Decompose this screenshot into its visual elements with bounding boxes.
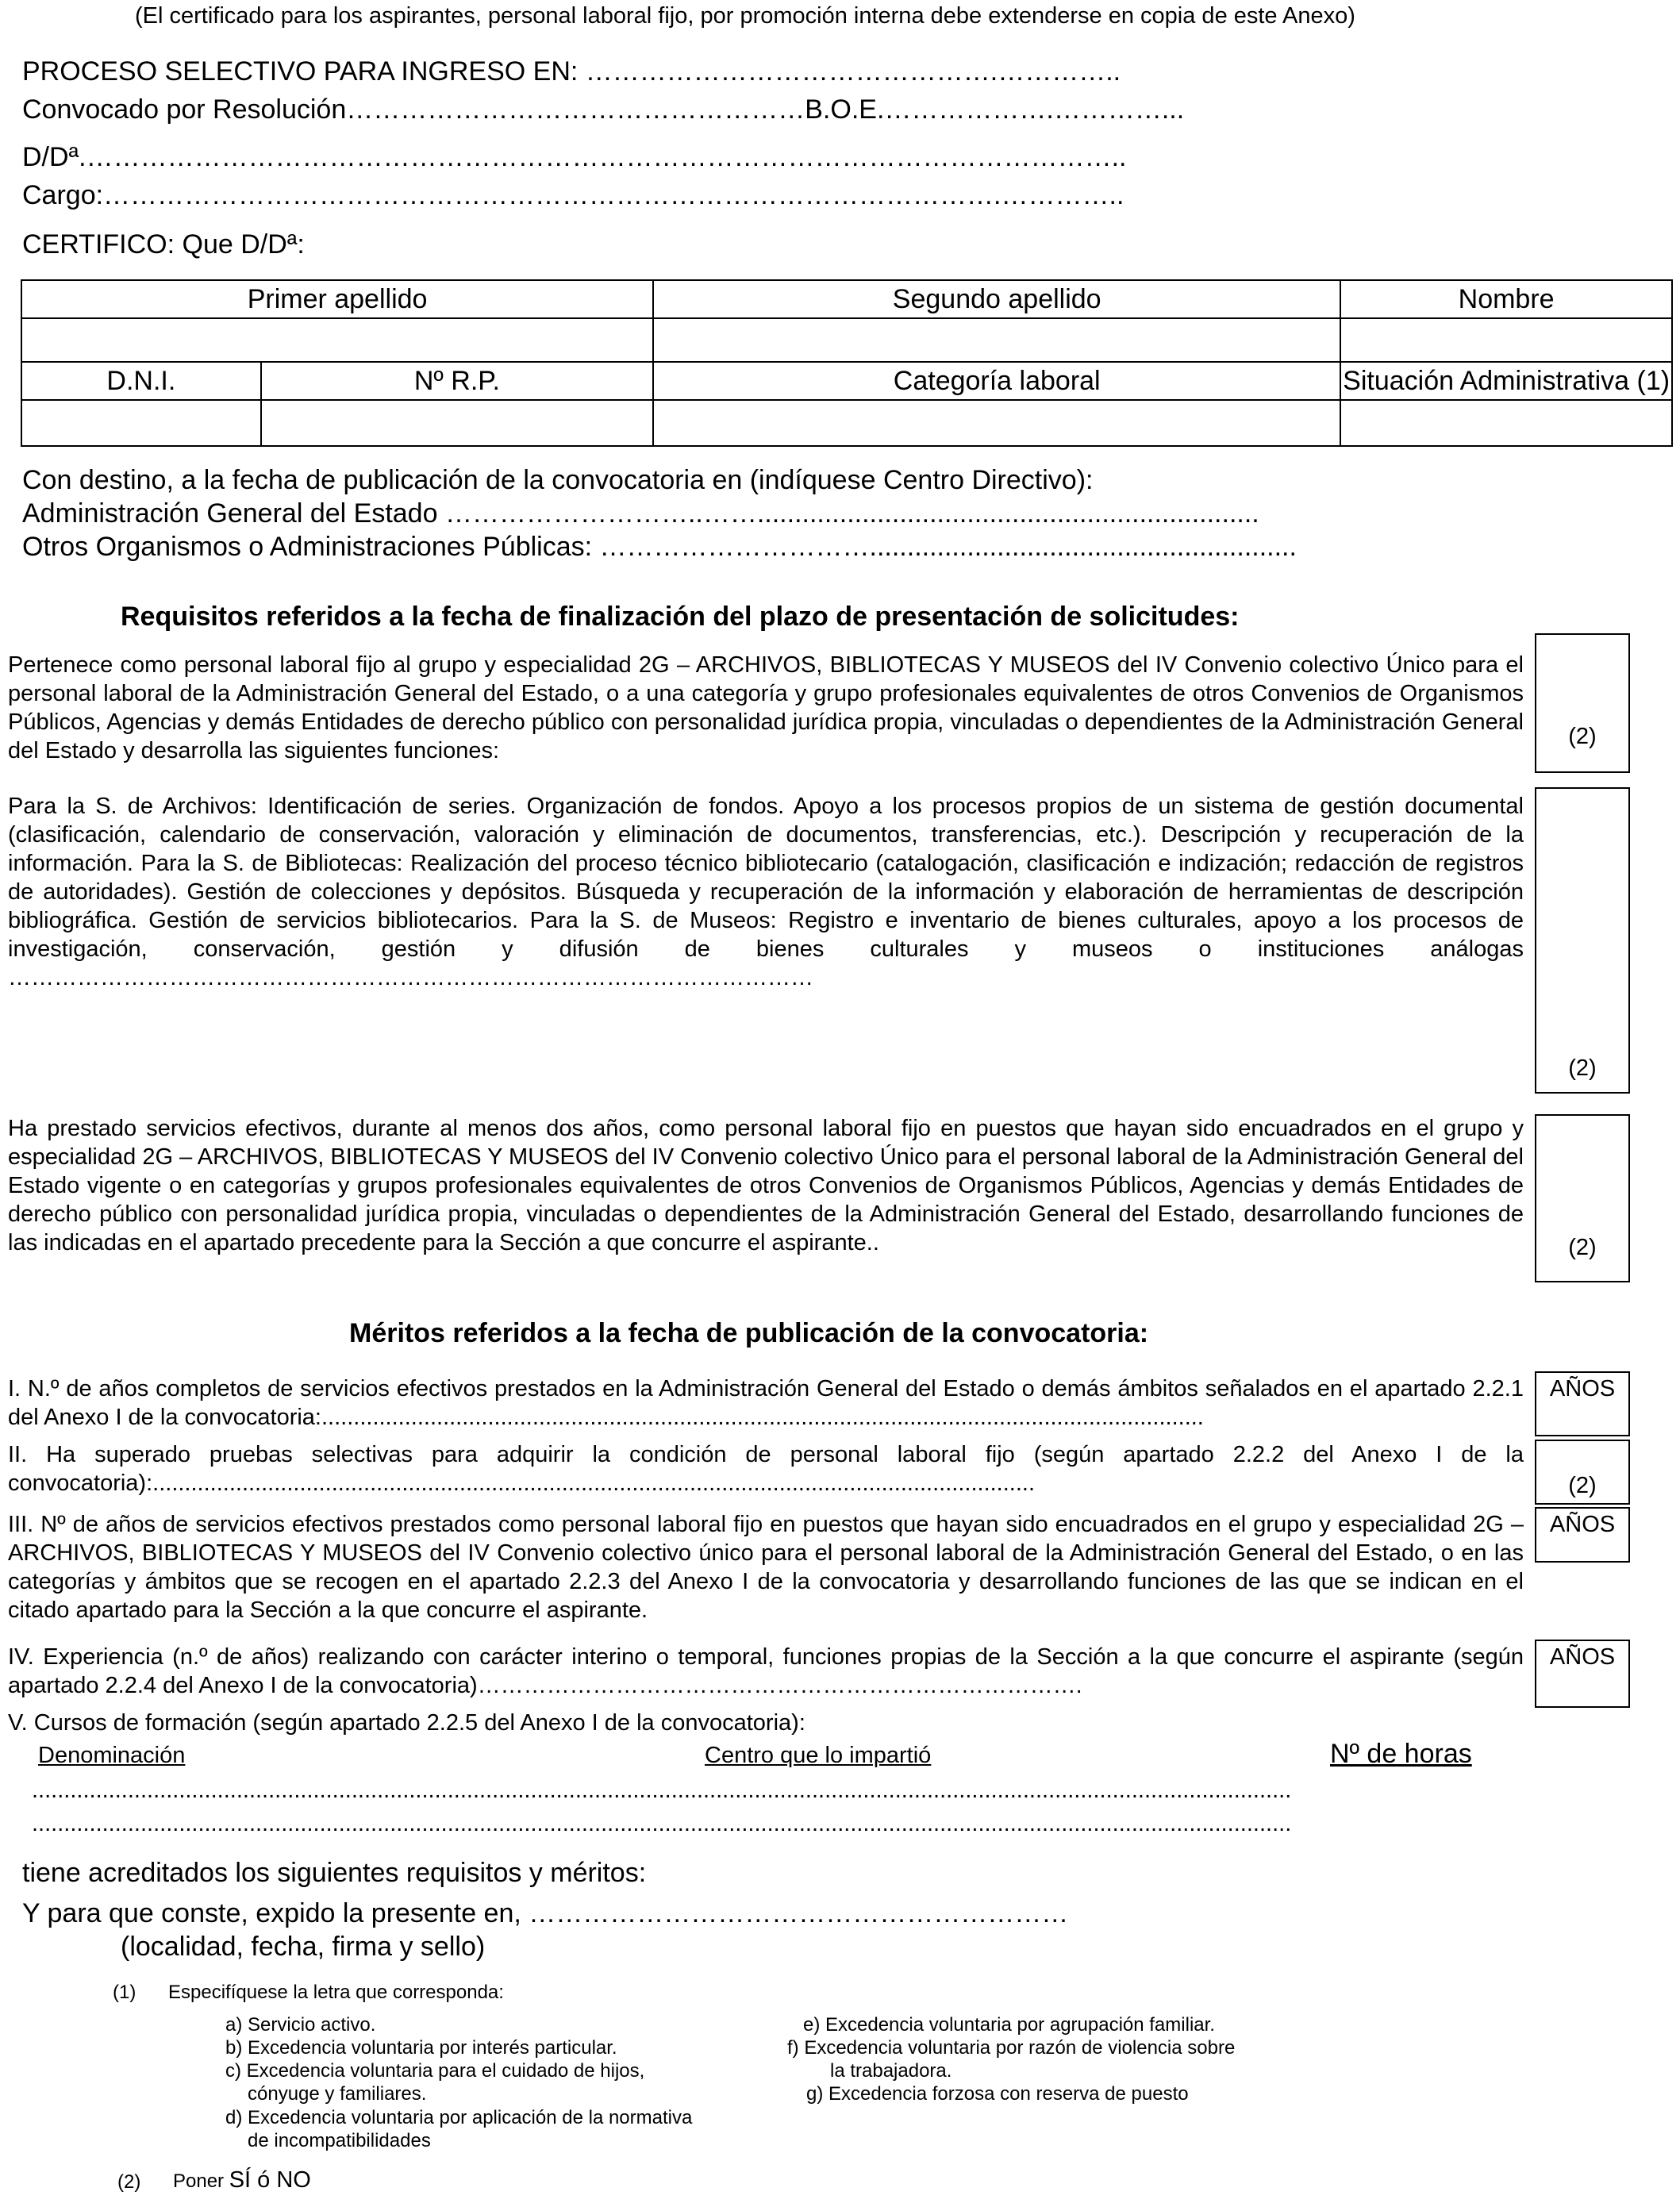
primer-apellido-field[interactable] bbox=[21, 318, 653, 362]
si-no-mark: (2) bbox=[1568, 1235, 1597, 1260]
primer-apellido-header: Primer apellido bbox=[21, 280, 653, 318]
requisito-servicios-box[interactable] bbox=[1535, 1114, 1630, 1282]
situacion-field[interactable] bbox=[1340, 400, 1672, 446]
dda-line: D/Dª.…………………………………………………………………………………………………….. bbox=[22, 142, 1127, 172]
dni-header: D.N.I. bbox=[21, 362, 261, 400]
categoria-field[interactable] bbox=[653, 400, 1340, 446]
merito-iii-text: III. Nº de años de servicios efectivos prestados como personal laboral fijo en puestos que hayan sido encuadrados en el grupo y especialidad 2G – ARCHIVOS, BIBLIOTECAS Y MUSEOS del IV Convenio colectivo único para el personal laboral de la Administración General del Estado, o en las categorías y ámbitos que se recogen en el apartado 2.2.3 del Anexo I de la convocatoria y desarrollando funciones de las que se indican en el citado apartado para la Sección a la que concurre el aspirante. bbox=[8, 1512, 1524, 1623]
cursos-dots-line: ..................................................................................................................................................................................................... bbox=[32, 1811, 1292, 1836]
cursos-centro-header: Centro que lo impartió bbox=[705, 1743, 932, 1768]
situacion-header: Situación Administrativa (1) bbox=[1340, 362, 1672, 400]
nombre-field[interactable] bbox=[1340, 318, 1672, 362]
convocado-line: Convocado por Resolución……………………………………………B.O.E.……………….…………... bbox=[22, 94, 1185, 125]
si-no-emphasis: SÍ ó NO bbox=[229, 2167, 311, 2193]
footnote-b: b) Excedencia voluntaria por interés particular. bbox=[225, 2037, 617, 2059]
anos-label: AÑOS bbox=[1549, 1644, 1616, 1670]
footnote-1-title: Especifíquese la letra que corresponda: bbox=[168, 1982, 504, 2003]
proceso-selectivo-line: PROCESO SELECTIVO PARA INGRESO EN: ……………………………………….………….. bbox=[22, 56, 1121, 87]
footnote-2-number: (2) bbox=[117, 2171, 141, 2193]
nrp-field[interactable] bbox=[261, 400, 653, 446]
cursos-dots-line: ..................................................................................................................................................................................................... bbox=[32, 1778, 1292, 1803]
footnote-f-line1: f) Excedencia voluntaria por razón de violencia sobre bbox=[787, 2037, 1236, 2059]
conste-line: Y para que conste, expido la presente en, …………………………………………………… bbox=[22, 1898, 1069, 1928]
footnote-a: a) Servicio activo. bbox=[225, 2014, 376, 2036]
age-line: Administración General del Estado ………………………..……................................................................... bbox=[22, 498, 1259, 529]
footnote-e: e) Excedencia voluntaria por agrupación familiar. bbox=[803, 2014, 1215, 2036]
footnote-1-number: (1) bbox=[113, 1982, 136, 2003]
localidad-line: (localidad, fecha, firma y sello) bbox=[121, 1932, 486, 1962]
si-no-mark: (2) bbox=[1568, 724, 1597, 749]
otros-organismos-line: Otros Organismos o Administraciones Públicas: …………………………......................................................... bbox=[22, 532, 1297, 562]
certifico-label: CERTIFICO: Que D/Dª: bbox=[22, 229, 305, 260]
footnote-d-line1: d) Excedencia voluntaria por aplicación de la normativa bbox=[225, 2107, 693, 2128]
acreditados-line: tiene acreditados los siguientes requisitos y méritos: bbox=[22, 1858, 647, 1888]
nombre-header: Nombre bbox=[1340, 280, 1672, 318]
footnote-g: g) Excedencia forzosa con reserva de puesto bbox=[806, 2083, 1189, 2105]
anos-box-iii[interactable] bbox=[1535, 1507, 1630, 1563]
anos-label: AÑOS bbox=[1549, 1376, 1616, 1401]
segundo-apellido-field[interactable] bbox=[653, 318, 1340, 362]
footnote-c-line1: c) Excedencia voluntaria para el cuidado de hijos, bbox=[225, 2060, 645, 2082]
merito-iv-text: IV. Experiencia (n.º de años) realizando con carácter interino o temporal, funciones propias de la Sección a la que concurre el aspirante (según apartado 2.2.4 del Anexo I de la convocatoria)……………………………………………………………………. bbox=[8, 1644, 1524, 1698]
footnote-2-text: Poner SÍ ó NO bbox=[173, 2167, 311, 2193]
footnote-d-line2: de incompatibilidades bbox=[248, 2130, 431, 2151]
merito-i-text: I. N.º de años completos de servicios efectivos prestados en la Administración General del Estado o demás ámbitos señalados en el apartado 2.2.1 del Anexo I de la convocatoria:.......................................................................................................................................... bbox=[8, 1376, 1524, 1430]
dni-field[interactable] bbox=[21, 400, 261, 446]
requisitos-heading: Requisitos referidos a la fecha de finalización del plazo de presentación de solicitudes: bbox=[121, 602, 1240, 632]
requisito-pertenece-text: Pertenece como personal laboral fijo al grupo y especialidad 2G – ARCHIVOS, BIBLIOTECAS Y MUSEOS del IV Convenio colectivo Único para el personal laboral de la Administración General del Estado, o a una categoría y grupo profesionales equivalentes de otros Convenios de Organismos Públicos, Agencias y demás Entidades de derecho público con personalidad jurídica propia, vinculadas o dependientes de la Administración General del Estado y desarrolla las siguientes funciones: bbox=[8, 652, 1524, 763]
si-no-box-ii[interactable] bbox=[1535, 1440, 1630, 1505]
personal-data-table bbox=[21, 279, 1673, 447]
segundo-apellido-header: Segundo apellido bbox=[653, 280, 1340, 318]
cargo-line: Cargo:……………………………………………………………………………………….………….. bbox=[22, 180, 1124, 210]
anos-label: AÑOS bbox=[1549, 1512, 1616, 1537]
footnote-c-line2: cónyuge y familiares. bbox=[248, 2083, 427, 2105]
header-note: (El certificado para los aspirantes, personal laboral fijo, por promoción interna debe extenderse en copia de este Anexo) bbox=[135, 3, 1355, 29]
anos-box-i[interactable] bbox=[1535, 1371, 1630, 1436]
cursos-denominacion-header: Denominación bbox=[38, 1743, 186, 1768]
merito-ii-text: II. Ha superado pruebas selectivas para adquirir la condición de personal laboral fijo (según apartado 2.2.2 del Anexo I de la convocatoria):.......................................................................................................................................... bbox=[8, 1442, 1524, 1496]
anos-box-iv[interactable] bbox=[1535, 1640, 1630, 1708]
meritos-heading: Méritos referidos a la fecha de publicación de la convocatoria: bbox=[349, 1318, 1149, 1348]
categoria-header: Categoría laboral bbox=[653, 362, 1340, 400]
requisito-funciones-text: Para la S. de Archivos: Identificación de series. Organización de fondos. Apoyo a los procesos propios de un sistema de gestión documental (clasificación, calendario de conservación, valoración y eliminación de documentos, transferencias, etc.). Descripción y recuperación de la información. Para la S. de Bibliotecas: Realización del proceso técnico bibliotecario (catalogación, clasificación e indización; redacción de registros de autoridades). Gestión de colecciones y depósitos. Búsqueda y recuperación de la información y elaboración de herramientas de descripción bibliográfica. Gestión de servicios bibliotecarios. Para la S. de Museos: Registro e inventario de bienes culturales, apoyo a los procesos de investigación, conservación, gestión y difusión de bienes culturales y museos o instituciones análogas …………………………………………………………………………………………… bbox=[8, 794, 1524, 990]
cursos-horas-header: Nº de horas bbox=[1330, 1739, 1472, 1769]
merito-v-text: V. Cursos de formación (según apartado 2.2.5 del Anexo I de la convocatoria): bbox=[8, 1710, 805, 1736]
destino-line: Con destino, a la fecha de publicación de la convocatoria en (indíquese Centro Directivo): bbox=[22, 465, 1094, 495]
footnote-f-line2: la trabajadora. bbox=[830, 2060, 952, 2082]
si-no-mark: (2) bbox=[1568, 1473, 1597, 1498]
si-no-mark: (2) bbox=[1568, 1055, 1597, 1081]
nrp-header: Nº R.P. bbox=[261, 362, 653, 400]
requisito-servicios-text: Ha prestado servicios efectivos, durante al menos dos años, como personal laboral fijo en puestos que hayan sido encuadrados en el grupo y especialidad 2G – ARCHIVOS, BIBLIOTECAS Y MUSEOS del IV Convenio colectivo Único para el personal laboral de la Administración General del Estado vigente o en categorías y grupos profesionales equivalentes de otros Convenios de Organismos Públicos, Agencias y demás Entidades de derecho público con personalidad jurídica propia, vinculadas o dependientes de la Administración General del Estado, desarrollando funciones de las indicadas en el apartado precedente para la Sección a que concurre el aspirante.. bbox=[8, 1116, 1524, 1255]
requisito-funciones-box[interactable] bbox=[1535, 787, 1630, 1094]
requisito-pertenece-box[interactable] bbox=[1535, 633, 1630, 773]
